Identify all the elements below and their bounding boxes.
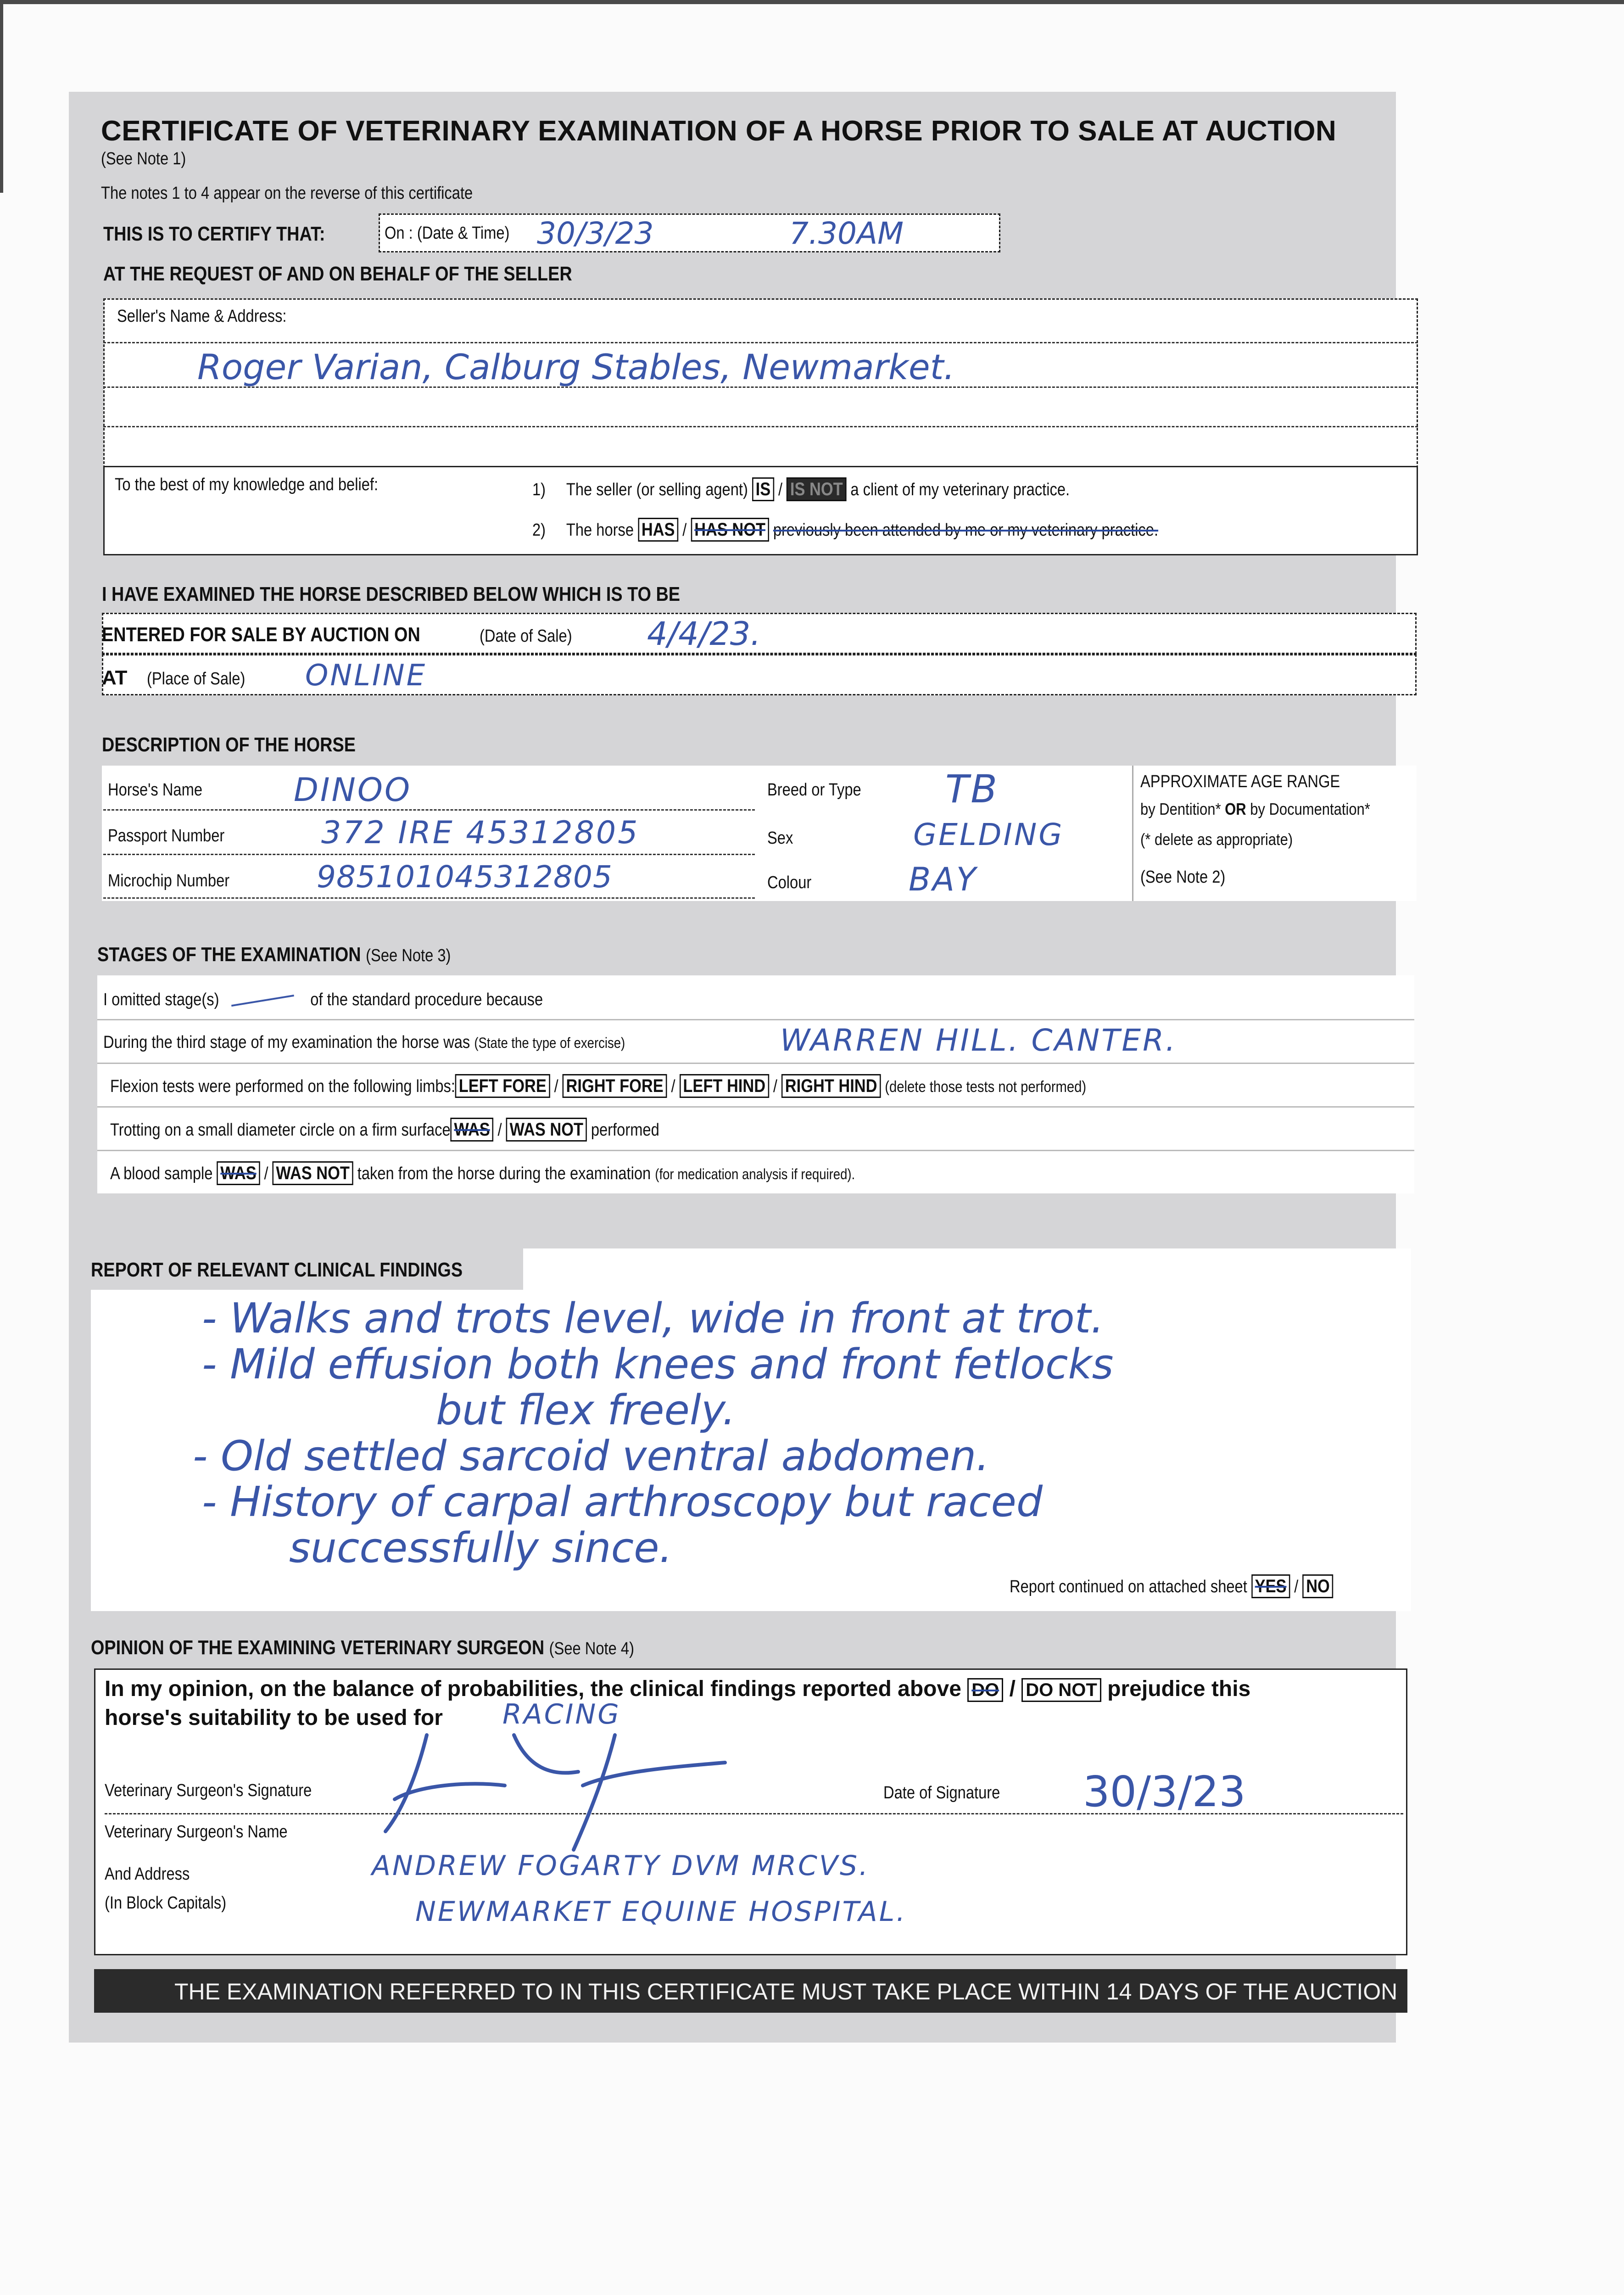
- continued-line: [1010, 1574, 1334, 1598]
- blood-line: [110, 1161, 855, 1185]
- omitted-stage-line: [103, 990, 543, 1010]
- report-heading: REPORT OF RELEVANT CLINICAL FINDINGS: [91, 1259, 463, 1281]
- age-or: OR: [1225, 800, 1246, 818]
- microchip-value[interactable]: 985101045312805: [317, 859, 613, 895]
- report-line[interactable]: - Walks and trots level, wide in front at trot.: [202, 1294, 1104, 1343]
- breed-label: Breed or Type: [767, 780, 861, 800]
- trotting-pre: Trotting on a small diameter circle on a firm surface: [110, 1120, 451, 1140]
- scan-left-edge: [0, 0, 3, 193]
- sex-value[interactable]: GELDING: [913, 817, 1064, 852]
- blood-was-not-option[interactable]: WAS NOT: [273, 1161, 353, 1185]
- third-stage-note: (State the type of exercise): [474, 1035, 625, 1051]
- trotting-was-option[interactable]: WAS: [451, 1118, 494, 1142]
- separator: /: [497, 1120, 502, 1140]
- age-dentition[interactable]: by Dentition*: [1140, 800, 1221, 818]
- exam-date-value[interactable]: 30/3/23: [537, 216, 654, 251]
- opinion-note: (See Note 4): [549, 1639, 634, 1658]
- seller-value[interactable]: Roger Varian, Calburg Stables, Newmarket.: [197, 347, 955, 387]
- age-documentation[interactable]: by Documentation*: [1250, 800, 1370, 818]
- third-stage-value[interactable]: WARREN HILL. CANTER.: [780, 1023, 1177, 1058]
- entered-label: ENTERED FOR SALE BY AUCTION ON: [102, 623, 420, 646]
- opinion-do-not-option[interactable]: DO NOT: [1021, 1678, 1101, 1702]
- opinion-heading-text: OPINION OF THE EXAMINING VETERINARY SURGEON: [91, 1636, 545, 1659]
- stages-rule: [97, 1063, 1414, 1064]
- flexion-line: [110, 1074, 1086, 1098]
- report-line[interactable]: - Old settled sarcoid ventral abdomen.: [193, 1432, 989, 1480]
- date-of-signature-label: Date of Signature: [883, 1783, 1000, 1802]
- opinion-line2: horse's suitability to be used for: [105, 1706, 443, 1730]
- third-stage-line: [103, 1033, 625, 1052]
- blood-note: (for medication analysis if required).: [655, 1166, 855, 1182]
- scan-top-edge: [0, 0, 1624, 4]
- microchip-label: Microchip Number: [108, 871, 230, 890]
- knowledge-item1: [532, 477, 1070, 501]
- vet-name-label: Veterinary Surgeon's Name: [105, 1822, 288, 1842]
- place-of-sale-label: (Place of Sale): [147, 669, 246, 688]
- desc-rule: [103, 854, 755, 855]
- continued-label: Report continued on attached sheet: [1010, 1577, 1247, 1596]
- stages-rule: [97, 1106, 1414, 1108]
- age-title: APPROXIMATE AGE RANGE: [1140, 772, 1340, 791]
- horse-name-label: Horse's Name: [108, 780, 203, 800]
- separator: /: [778, 480, 783, 499]
- sale-line1: I HAVE EXAMINED THE HORSE DESCRIBED BELOW WHICH IS TO BE: [102, 583, 681, 605]
- item2-post: previously been attended by me or my veterinary practice.: [773, 521, 1159, 540]
- attended-has-not-option[interactable]: HAS NOT: [691, 518, 769, 542]
- age-delete-note: (* delete as appropriate): [1140, 830, 1293, 849]
- seller-rule: [103, 426, 1418, 427]
- separator: /: [1009, 1677, 1016, 1701]
- certificate-title: CERTIFICATE OF VETERINARY EXAMINATION OF A HORSE PRIOR TO SALE AT AUCTION: [101, 115, 1337, 147]
- seller-label: Seller's Name & Address:: [117, 307, 287, 326]
- report-line[interactable]: but flex freely.: [436, 1386, 736, 1434]
- signature-label: Veterinary Surgeon's Signature: [105, 1781, 312, 1800]
- continued-no-option[interactable]: NO: [1302, 1574, 1333, 1598]
- opinion-statement-post: prejudice this: [1107, 1677, 1251, 1701]
- exam-time-value[interactable]: 7.30AM: [789, 216, 904, 251]
- continued-yes-option[interactable]: YES: [1251, 1574, 1290, 1598]
- omitted-post: of the standard procedure because: [310, 990, 543, 1009]
- request-line: AT THE REQUEST OF AND ON BEHALF OF THE SELLER: [103, 263, 572, 285]
- description-heading: DESCRIPTION OF THE HORSE: [102, 733, 356, 756]
- stages-heading-text: STAGES OF THE EXAMINATION: [97, 943, 361, 966]
- certify-label: THIS IS TO CERTIFY THAT:: [103, 223, 325, 245]
- item1-text: The seller (or selling agent): [566, 480, 748, 499]
- horse-name-value[interactable]: DINOO: [294, 771, 412, 809]
- report-line[interactable]: successfully since.: [289, 1524, 673, 1572]
- passport-value[interactable]: 372 IRE 45312805: [321, 815, 640, 851]
- knowledge-label: To the best of my knowledge and belief:: [115, 475, 379, 494]
- report-line[interactable]: - History of carpal arthroscopy but raced: [202, 1478, 1043, 1526]
- separator: /: [264, 1164, 268, 1183]
- item2-text: The horse: [566, 521, 634, 540]
- separator: /: [682, 521, 687, 540]
- stages-rule: [97, 1019, 1414, 1020]
- blood-was-option[interactable]: WAS: [217, 1161, 260, 1185]
- separator: /: [1294, 1577, 1299, 1596]
- flexion-pre: Flexion tests were performed on the following limbs:: [110, 1077, 455, 1096]
- trotting-line: [110, 1118, 659, 1142]
- stages-heading: [97, 943, 451, 966]
- address-label: And Address: [105, 1864, 190, 1884]
- client-is-not-option[interactable]: IS NOT: [787, 477, 846, 501]
- report-line[interactable]: - Mild effusion both knees and front fetlocks: [202, 1340, 1114, 1388]
- flexion-post: (delete those tests not performed): [885, 1078, 1087, 1096]
- intended-use-value[interactable]: RACING: [502, 1698, 621, 1730]
- stages-note: (See Note 3): [366, 946, 451, 965]
- opinion-do-option[interactable]: DO: [967, 1678, 1003, 1702]
- flexion-left-hind[interactable]: LEFT HIND: [680, 1074, 769, 1098]
- blood-post: taken from the horse during the examination: [357, 1164, 651, 1183]
- trotting-was-not-option[interactable]: WAS NOT: [506, 1118, 587, 1142]
- flexion-right-fore[interactable]: RIGHT FORE: [563, 1074, 667, 1098]
- item2-num: 2): [532, 521, 546, 540]
- vet-address-value[interactable]: NEWMARKET EQUINE HOSPITAL.: [415, 1896, 907, 1928]
- third-stage-label: During the third stage of my examination the horse was: [103, 1033, 470, 1052]
- colour-value[interactable]: BAY: [909, 861, 978, 898]
- report-heading-field: [523, 1248, 1411, 1290]
- separator: /: [773, 1077, 777, 1096]
- passport-label: Passport Number: [108, 826, 225, 845]
- separator: /: [554, 1077, 558, 1096]
- separator: /: [671, 1077, 675, 1096]
- age-see-note-2: (See Note 2): [1140, 868, 1226, 887]
- desc-rule: [103, 809, 755, 811]
- block-capitals-label: (In Block Capitals): [105, 1893, 227, 1913]
- flexion-right-hind[interactable]: RIGHT HIND: [781, 1074, 881, 1098]
- see-note-1: (See Note 1): [101, 149, 186, 168]
- vet-signature[interactable]: [376, 1717, 817, 1854]
- trotting-post: performed: [591, 1120, 659, 1140]
- opinion-heading: [91, 1636, 634, 1659]
- opinion-statement: [105, 1676, 1250, 1702]
- stages-rule: [97, 1150, 1414, 1151]
- flexion-left-fore[interactable]: LEFT FORE: [455, 1074, 550, 1098]
- place-row: [102, 654, 1417, 695]
- desc-rule: [103, 897, 755, 899]
- age-by-line: [1140, 800, 1370, 819]
- seller-rule: [103, 342, 1418, 343]
- at-label: AT: [102, 666, 128, 689]
- knowledge-item2: [532, 518, 1158, 542]
- opinion-statement-text: In my opinion, on the balance of probabilities, the clinical findings reported above: [105, 1677, 961, 1701]
- notes-line: The notes 1 to 4 appear on the reverse of this certificate: [101, 184, 473, 203]
- date-of-signature-value[interactable]: 30/3/23: [1083, 1767, 1246, 1816]
- place-of-sale-value[interactable]: ONLINE: [305, 659, 427, 693]
- sex-label: Sex: [767, 828, 793, 848]
- date-of-sale-value[interactable]: 4/4/23.: [647, 615, 761, 653]
- date-time-label: On : (Date & Time): [385, 224, 510, 243]
- date-of-sale-label: (Date of Sale): [480, 627, 572, 646]
- client-is-option[interactable]: IS: [752, 477, 774, 501]
- attended-has-option[interactable]: HAS: [638, 518, 678, 542]
- blood-pre: A blood sample: [110, 1164, 213, 1183]
- vet-name-value[interactable]: ANDREW FOGARTY DVM MRCVS.: [372, 1850, 870, 1882]
- omitted-pre: I omitted stage(s): [103, 990, 219, 1009]
- item1-post: a client of my veterinary practice.: [850, 480, 1070, 499]
- omitted-stage-dash[interactable]: [231, 995, 294, 1007]
- footer-notice: THE EXAMINATION REFERRED TO IN THIS CERTIFICATE MUST TAKE PLACE WITHIN 14 DAYS OF THE AUCTION: [174, 1979, 1398, 2004]
- colour-label: Colour: [767, 873, 812, 892]
- breed-value[interactable]: TB: [945, 767, 999, 812]
- item1-num: 1): [532, 480, 546, 499]
